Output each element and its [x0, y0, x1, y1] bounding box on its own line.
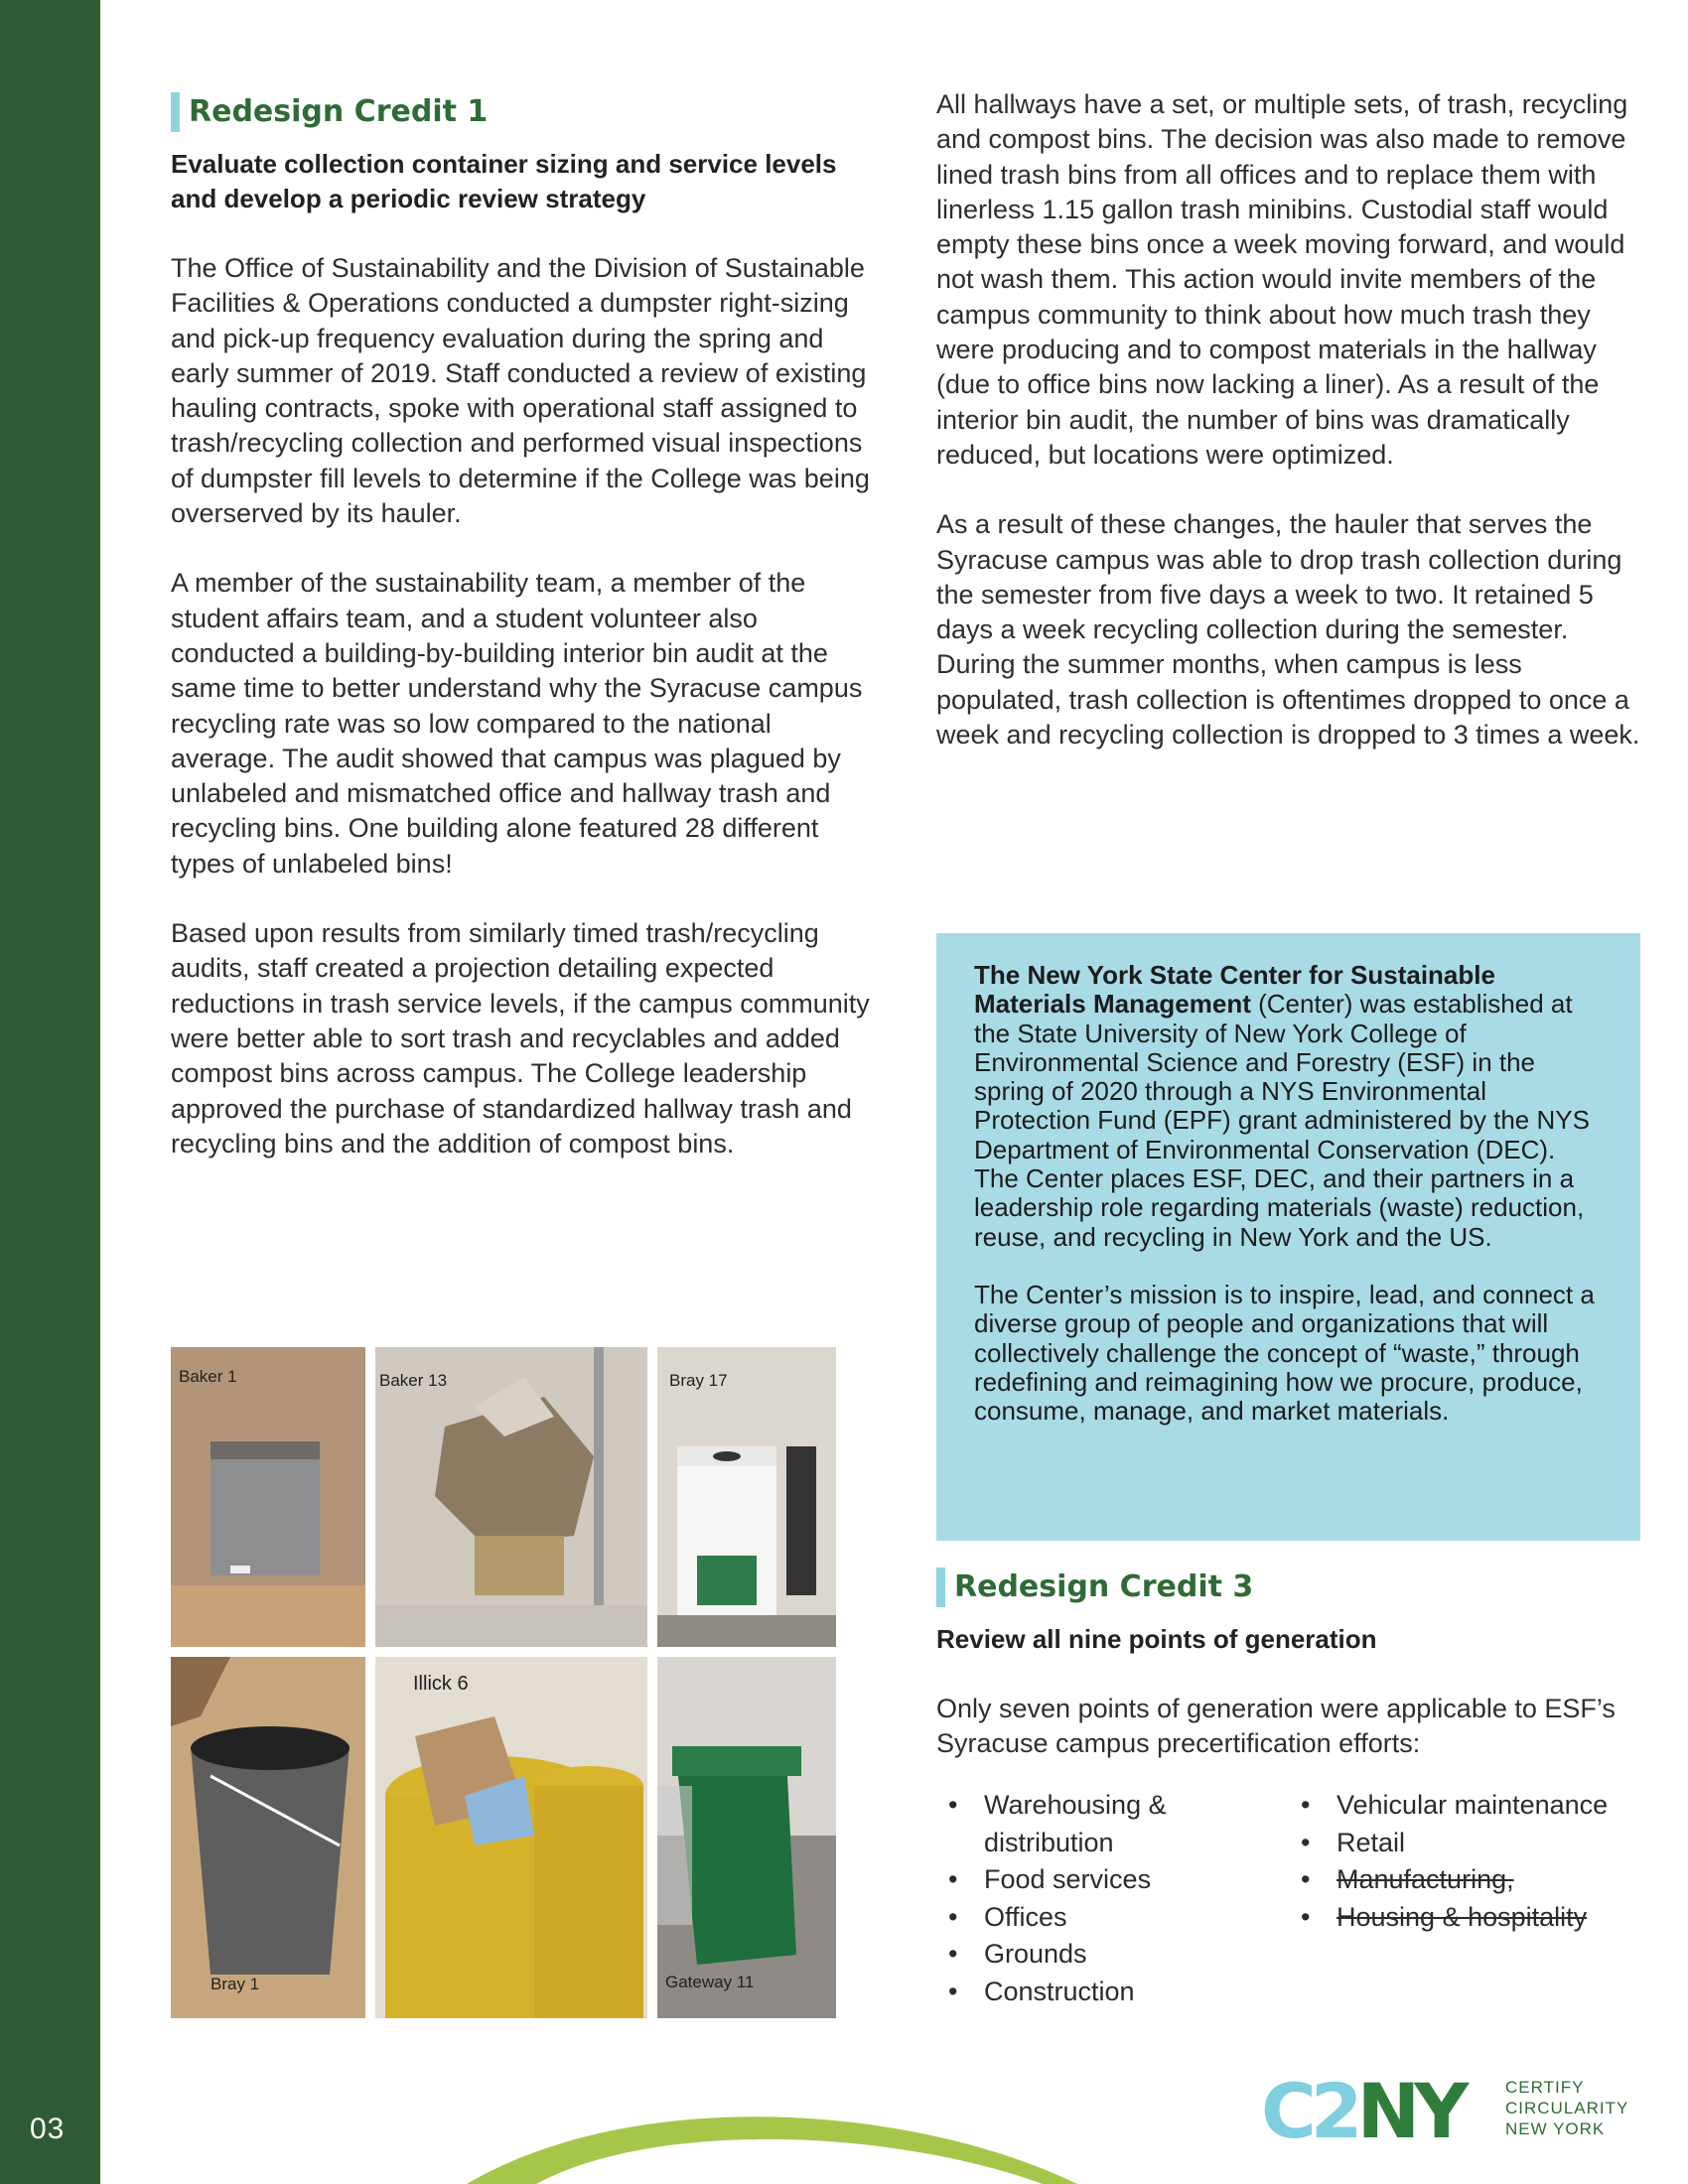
list-item-struck: • Manufacturing, [1289, 1861, 1646, 1899]
photo-illick-6 [375, 1657, 647, 2018]
photo-baker-1 [171, 1347, 365, 1647]
list-item: • Construction [936, 1974, 1274, 2011]
section-heading-credit-3: Redesign Credit 3 [936, 1565, 1641, 1610]
list-item: • Grounds [936, 1936, 1274, 1974]
paragraph: The Office of Sustainability and the Division of Sustainable Facilities & Operations conducted a dumpster right-sizing and pick-up frequency evaluation during the spring and early summer of 2019. Staff conducted a review of existing hauling contracts, spoke with operational staff assigned to trash/recycling collection and performed visual inspections of dumpster fill levels to determine if the College was being overserved by its hauler. [171, 253, 870, 529]
generation-points-list-b [1289, 1787, 1646, 1936]
callout-paragraph [974, 961, 1601, 1252]
photo-caption: Gateway 11 [665, 1973, 755, 1991]
c2ny-logo [1261, 2067, 1648, 2155]
photo-bray-17 [657, 1347, 836, 1647]
callout-bold-lead: The New York State Center for Sustainable Materials Management [974, 960, 1495, 1020]
photo-caption: Baker 13 [379, 1371, 448, 1390]
paragraph: All hallways have a set, or multiple sets, of trash, recycling and compost bins. The decision was also made to remove lined trash bins from all offices and to replace them with linerless 1.15 gallon trash minibins. Custodial staff would empty these bins once a week moving forward, and would not wash them. This action would invite members of the campus community to think about how much trash they were producing and to compost materials in the hallway (due to office bins now lacking a liner). As a result of the interior bin audit, the number of bins was dramatically reduced, but locations were optimized. [936, 89, 1628, 470]
photo-caption: Bray 17 [669, 1371, 728, 1390]
list-item: • Vehicular maintenance [1289, 1787, 1646, 1825]
subheading-credit-1: Evaluate collection container sizing and service levels and develop a periodic review strategy [171, 149, 837, 213]
bin-photo-grid [171, 1347, 836, 2018]
logo-mark: C2NY [1261, 2067, 1464, 2155]
logo-text: CERTIFY CIRCULARITY NEW YORK [1505, 2078, 1629, 2138]
paragraph: Only seven points of generation were applicable to ESF’s Syracuse campus precertification efforts: [936, 1694, 1616, 1759]
list-item: • Offices [936, 1899, 1274, 1937]
photo-bray-1 [171, 1657, 365, 2018]
photo-caption: Bray 1 [211, 1975, 260, 1993]
list-item: • Food services [936, 1861, 1274, 1899]
left-column [171, 89, 876, 1161]
section-heading-credit-1: Redesign Credit 1 [171, 89, 876, 135]
center-callout-box [936, 933, 1640, 1541]
paragraph: Based upon results from similarly timed trash/recycling audits, staff created a projection detailing expected reductions in trash service levels, if the campus community were better able to sort trash and recyclables and added compost bins across campus. The College leadership approved the purchase of standardized hallway trash and recycling bins and the addition of compost bins. [171, 918, 870, 1159]
callout-text: (Center) was established at the State University of New York College of Environmental Science and Forestry (ESF) in the spring of 2020 through a NYS Environmental Protection Fund (EPF) grant administered by the NYS Department of Environmental Conservation (DEC). The Center places ESF, DEC, and their partners in a leadership role regarding materials (waste) reduction, reuse, and recycling in New York and the US. [974, 989, 1590, 1252]
right-column [936, 87, 1641, 752]
subheading-credit-3: Review all nine points of generation [936, 1624, 1377, 1654]
credit-3-section [936, 1565, 1641, 1762]
list-item: • Warehousing & distribution [936, 1787, 1274, 1861]
photo-baker-13 [375, 1347, 647, 1647]
sidebar-band [0, 0, 100, 2184]
generation-points-list-a [936, 1787, 1274, 2011]
paragraph: A member of the sustainability team, a member of the student affairs team, and a student volunteer also conducted a building-by-building interior bin audit at the same time to better understand why the Syracuse campus recycling rate was so low compared to the national average. The audit showed that campus was plagued by unlabeled and mismatched office and hallway trash and recycling bins. One building alone featured 28 different types of unlabeled bins! [171, 568, 863, 879]
callout-paragraph: The Center’s mission is to inspire, lead, and connect a diverse group of people and organizations that will collectively challenge the concept of “waste,” through redefining and reimagining how we procure, produce, consume, manage, and market materials. [974, 1279, 1595, 1427]
paragraph: As a result of these changes, the hauler that serves the Syracuse campus was able to drop trash collection during the semester from five days a week to two. It retained 5 days a week recycling collection during the semester. During the summer months, when campus is less populated, trash collection is oftentimes dropped to once a week and recycling collection is dropped to 3 times a week. [936, 509, 1640, 751]
page-number: 03 [30, 2113, 66, 2145]
list-item-struck: • Housing & hospitality [1289, 1899, 1646, 1937]
list-item: • Retail [1289, 1825, 1646, 1862]
photo-gateway-11 [657, 1657, 836, 2018]
photo-caption: Baker 1 [179, 1367, 237, 1386]
photo-caption: Illick 6 [413, 1673, 469, 1695]
